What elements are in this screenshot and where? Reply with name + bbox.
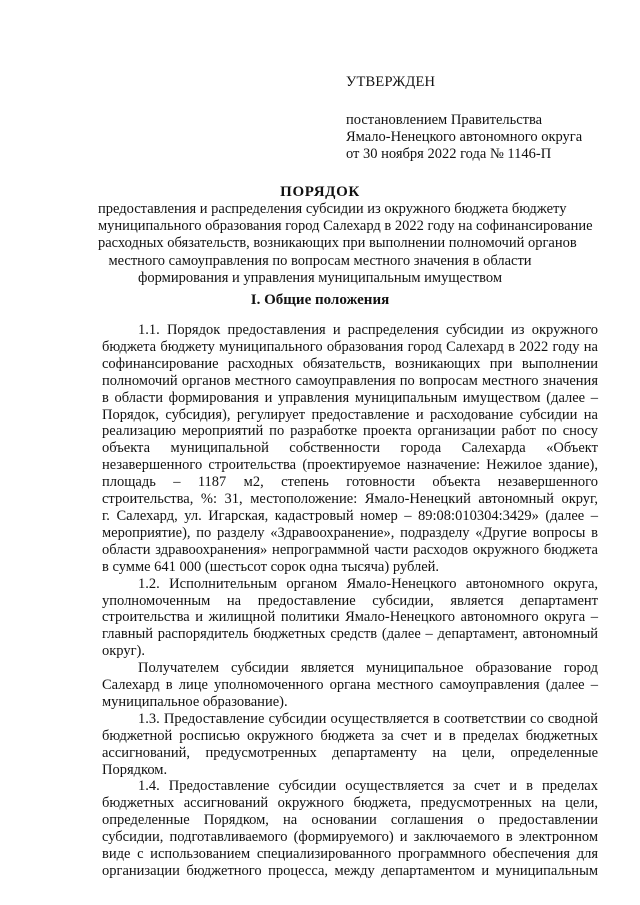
paragraph-line: главный распорядитель бюджетных средств (далее – департамент, автономный (102, 626, 598, 643)
paragraph-line: незавершенного строительства (проектируемое назначение: Нежилое здание), (102, 457, 598, 474)
paragraph-line: объекта муниципальной собственности города Салехарда «Объект (102, 440, 598, 457)
paragraph (102, 576, 598, 661)
subtitle-line: предоставления и распределения субсидии из окружного бюджета бюджету (98, 201, 567, 217)
approval-line: постановлением Правительства (346, 112, 543, 128)
paragraph-line: 1.2. Исполнительным органом Ямало-Ненецкого автономного округа, (138, 575, 598, 592)
paragraph (102, 660, 598, 711)
paragraph-line: в области формирования и управления муниципальным имуществом (далее – (102, 389, 598, 406)
subtitle-line: муниципального образования город Салехард в 2022 году на софинансирование (98, 218, 593, 235)
approval-stamp (346, 74, 626, 163)
paragraph-line: уполномоченным на предоставление субсидии, является департамент (102, 592, 598, 609)
approval-line: Ямало-Ненецкого автономного округа (346, 129, 583, 145)
paragraph-line: области здравоохранения» непрограммной части расходов окружного бюджета (102, 541, 598, 558)
document-body (102, 322, 598, 880)
paragraph-line: Салехард в лице уполномоченного органа местного самоуправления (далее – (102, 677, 598, 694)
paragraph-line: бюджета бюджету муниципального образования город Салехард в 2022 году на (102, 338, 598, 355)
paragraph-line: площадь – 1187 м2, степень готовности объекта незавершенного (102, 474, 598, 491)
paragraph-line: полномочий органов местного самоуправления по вопросам местного значения (102, 372, 598, 389)
section-heading: I. Общие положения (250, 292, 390, 308)
paragraph-line: реализацию мероприятий по разработке проекта организации работ по сносу (102, 423, 598, 440)
document-title: ПОРЯДОК (280, 184, 360, 200)
paragraph-line: округ). (102, 643, 146, 660)
paragraph-line: мероприятие), по разделу «Здравоохранение», подразделу «Другие вопросы в (102, 524, 598, 541)
paragraph-line: бюджетных ассигнований окружного бюджета, предусмотренных на цели, (102, 795, 598, 812)
subtitle-line: формирования и управления муниципальным имуществом (138, 269, 502, 286)
subtitle-line: местного самоуправления по вопросам местного значения в области (108, 252, 532, 269)
paragraph-line: субсидии, подготавливаемого (формируемого) и заключаемого в электронном (102, 829, 598, 846)
paragraph-line: муниципальное образование). (102, 693, 288, 710)
paragraph-line: Порядком. (102, 761, 168, 778)
paragraph-line: г. Салехард, ул. Игарская, кадастровый номер – 89:08:010304:3429» (далее – (102, 507, 598, 524)
paragraph-line: ассигнований, предусмотренных департаменту на цели, определенные (102, 744, 598, 761)
paragraph-line: строительства и жилищной политики Ямало-Ненецкого автономного округа – (102, 609, 598, 626)
paragraph-line: софинансирование расходных обязательств, возникающих при выполнении (102, 355, 598, 372)
paragraph (102, 711, 598, 779)
approval-line: от 30 ноября 2022 года № 1146-П (346, 146, 552, 162)
paragraph-line: организации бюджетного процесса, между департаментом и муниципальным (102, 863, 598, 879)
paragraph (102, 322, 598, 576)
paragraph-line: Получателем субсидии является муниципальное образование город (138, 660, 598, 677)
paragraph-line: строительства, %: 31, местоположение: Ямало-Ненецкий автономный округ, (102, 491, 598, 508)
approval-title: УТВЕРЖДЕН (346, 74, 436, 90)
document-subtitle (98, 201, 593, 287)
paragraph-line: 1.1. Порядок предоставления и распределения субсидии из окружного (138, 322, 598, 338)
paragraph-line: 1.3. Предоставление субсидии осуществляется в соответствии со сводной (138, 710, 598, 727)
paragraph-line: в сумме 641 000 (шестьсот сорок одна тысяча) рублей. (102, 558, 440, 575)
paragraph-line: бюджетной росписью окружного бюджета за счет и в пределах бюджетных (102, 727, 598, 744)
paragraph-line: виде с использованием специализированного программного обеспечения для (102, 846, 598, 863)
paragraph-line: Порядок, субсидия), регулирует предоставление и расходование субсидии на (102, 406, 598, 423)
paragraph (102, 778, 598, 879)
paragraph-line: определенные Порядком, на основании соглашения о предоставлении (102, 812, 598, 829)
subtitle-line: расходных обязательств, возникающих при выполнении полномочий органов (98, 235, 577, 252)
paragraph-line: 1.4. Предоставление субсидии осуществляется за счет и в пределах (138, 778, 598, 795)
